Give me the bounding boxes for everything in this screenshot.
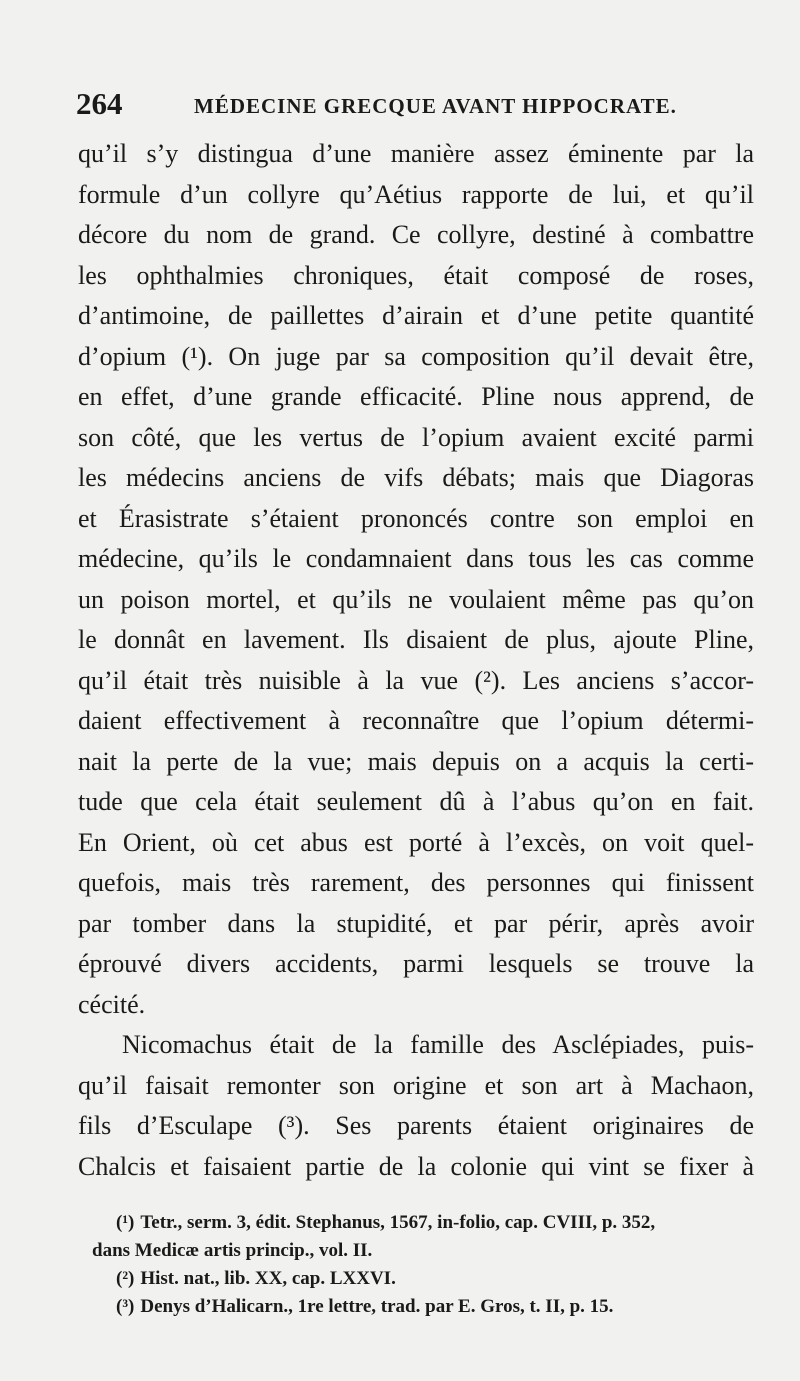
body-text: [78, 134, 754, 1187]
text-line: médecine, qu’ils le condamnaient dans tous les cas comme: [78, 544, 754, 573]
footnote-marker: (³): [116, 1296, 135, 1317]
footnote-text: dans Medicæ artis princip., vol. II.: [92, 1240, 373, 1261]
running-head: MÉDECINE GRECQUE AVANT HIPPOCRATE.: [194, 94, 677, 118]
text-line: fils d’Esculape (³). Ses parents étaient originaires de: [78, 1111, 754, 1140]
text-line: par tomber dans la stupidité, et par périr, après avoir: [78, 908, 754, 938]
paragraph-start-line: Nicomachus était de la famille des Asclépiades, puis-: [122, 1030, 754, 1059]
text-line: tude que cela était seulement dû à l’abus qu’on en fait.: [78, 787, 754, 816]
footnote-marker: (²): [116, 1268, 135, 1289]
text-line: formule d’un collyre qu’Aétius rapporte de lui, et qu’il: [78, 179, 754, 209]
text-line: Chalcis et faisaient partie de la colonie qui vint se fixer à: [78, 1151, 754, 1181]
text-line: les ophthalmies chroniques, était composé de roses,: [78, 260, 754, 290]
text-line: un poison mortel, et qu’ils ne voulaient même pas qu’on: [78, 584, 754, 614]
text-line: en effet, d’une grande efficacité. Pline nous apprend, de: [78, 382, 754, 411]
text-line: éprouvé divers accidents, parmi lesquels se trouve la: [78, 949, 754, 978]
text-line: daient effectivement à reconnaître que l’opium détermi-: [78, 706, 754, 735]
text-line: qu’il était très nuisible à la vue (²). Les anciens s’accor-: [78, 665, 754, 695]
text-line: d’antimoine, de paillettes d’airain et d’une petite quantité: [78, 301, 754, 330]
text-line: le donnât en lavement. Ils disaient de plus, ajoute Pline,: [78, 625, 754, 654]
footnote-text: Tetr., serm. 3, édit. Stephanus, 1567, in-folio, cap. CVIII, p. 352,: [140, 1212, 656, 1233]
page-header: [76, 86, 756, 126]
footnote-text: Hist. nat., lib. XX, cap. LXXVI.: [140, 1268, 396, 1289]
paragraph-end-line: cécité.: [78, 989, 146, 1019]
text-line: son côté, que les vertus de l’opium avaient excité parmi: [78, 422, 754, 452]
footnote-marker: (¹): [116, 1212, 135, 1233]
page-number: 264: [76, 86, 123, 121]
footnotes: [92, 1209, 756, 1321]
text-line: les médecins anciens de vifs débats; mais que Diagoras: [78, 463, 754, 492]
text-line: et Érasistrate s’étaient prononcés contre son emploi en: [78, 503, 754, 533]
text-line: qu’il faisait remonter son origine et son art à Machaon,: [78, 1070, 754, 1100]
footnote-2: [116, 1265, 756, 1293]
footnote-3: [116, 1293, 756, 1321]
footnote-1-continued: [92, 1237, 756, 1265]
text-line: qu’il s’y distingua d’une manière assez éminente par la: [78, 139, 754, 168]
footnote-text: Denys d’Halicarn., 1re lettre, trad. par E. Gros, t. II, p. 15.: [140, 1296, 614, 1317]
footnote-1: [116, 1209, 756, 1237]
text-line: d’opium (¹). On juge par sa composition qu’il devait être,: [78, 341, 754, 371]
text-line: quefois, mais très rarement, des personnes qui finissent: [78, 868, 754, 897]
text-line: décore du nom de grand. Ce collyre, destiné à combattre: [78, 220, 754, 249]
text-line: nait la perte de la vue; mais depuis on a acquis la certi-: [78, 746, 754, 776]
text-line: En Orient, où cet abus est porté à l’excès, on voit quel-: [78, 827, 754, 857]
